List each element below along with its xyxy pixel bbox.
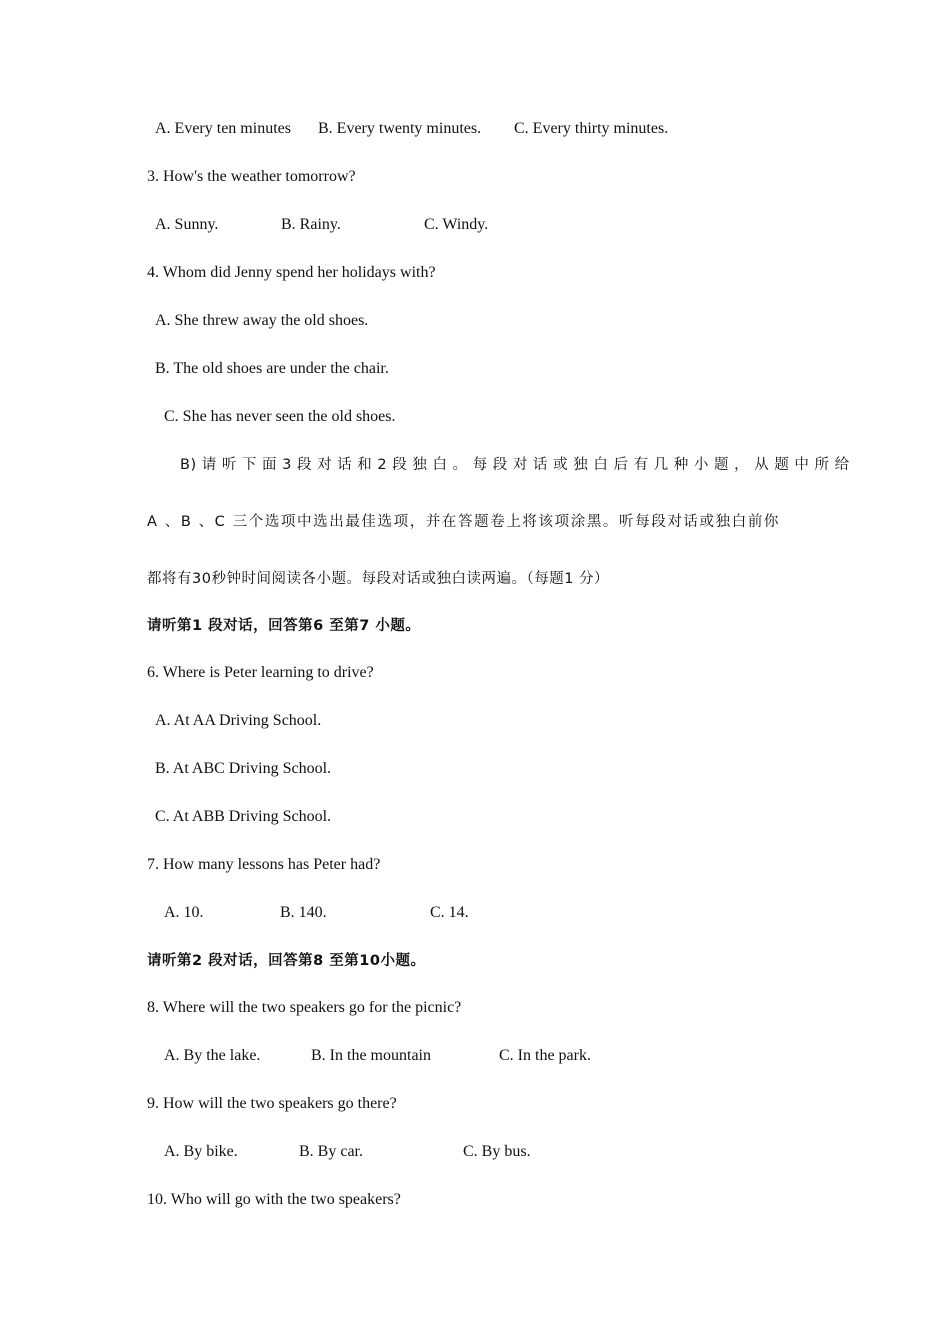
q4-option-a: A. She threw away the old shoes. [155, 312, 369, 329]
q9-option-b: B. By car. [299, 1143, 363, 1160]
q3-question: 3. How's the weather tomorrow? [147, 168, 356, 185]
q2-option-c: C. Every thirty minutes. [514, 120, 669, 137]
q3-option-c: C. Windy. [424, 216, 489, 233]
q9-option-c: C. By bus. [463, 1143, 531, 1160]
q6-option-c: C. At ABB Driving School. [155, 808, 332, 825]
dialogue1-heading: 请听第1 段对话，回答第6 至第7 小题。 [147, 618, 421, 634]
q7-option-a: A. 10. [164, 904, 204, 921]
q8-option-c: C. In the park. [499, 1047, 591, 1064]
dialogue2-heading: 请听第2 段对话，回答第8 至第10小题。 [147, 953, 426, 969]
q10-question: 10. Who will go with the two speakers? [147, 1191, 401, 1208]
section-b-instruction-line1: B) 请 听 下 面 3 段 对 话 和 2 段 独 白 。 每 段 对 话 或 独 白 后 有 几 种 小 题 ， 从 题 中 所 给 [180, 457, 850, 473]
q2-option-a: A. Every ten minutes [155, 120, 291, 137]
q8-question: 8. Where will the two speakers go for the picnic? [147, 999, 462, 1016]
q2-option-b: B. Every twenty minutes. [318, 120, 482, 137]
q6-option-a: A. At AA Driving School. [155, 712, 322, 729]
q9-option-a: A. By bike. [164, 1143, 238, 1160]
section-b-instruction-line2: A 、B 、C 三个选项中选出最佳选项，并在答题卷上将该项涂黑。听每段对话或独白前你 [147, 514, 781, 530]
q7-option-c: C. 14. [430, 904, 469, 921]
q4-option-b: B. The old shoes are under the chair. [155, 360, 389, 377]
section-b-instruction-line3: 都将有30秒钟时间阅读各小题。每段对话或独白读两遍。（每题1 分） [147, 571, 610, 587]
q9-question: 9. How will the two speakers go there? [147, 1095, 397, 1112]
q6-question: 6. Where is Peter learning to drive? [147, 664, 374, 681]
q6-option-b: B. At ABC Driving School. [155, 760, 332, 777]
q4-question: 4. Whom did Jenny spend her holidays with? [147, 264, 436, 281]
q7-question: 7. How many lessons has Peter had? [147, 856, 381, 873]
q4-option-c: C. She has never seen the old shoes. [164, 408, 396, 425]
q8-option-a: A. By the lake. [164, 1047, 261, 1064]
q7-option-b: B. 140. [280, 904, 327, 921]
q8-option-b: B. In the mountain [311, 1047, 431, 1064]
q3-option-b: B. Rainy. [281, 216, 341, 233]
q3-option-a: A. Sunny. [155, 216, 219, 233]
